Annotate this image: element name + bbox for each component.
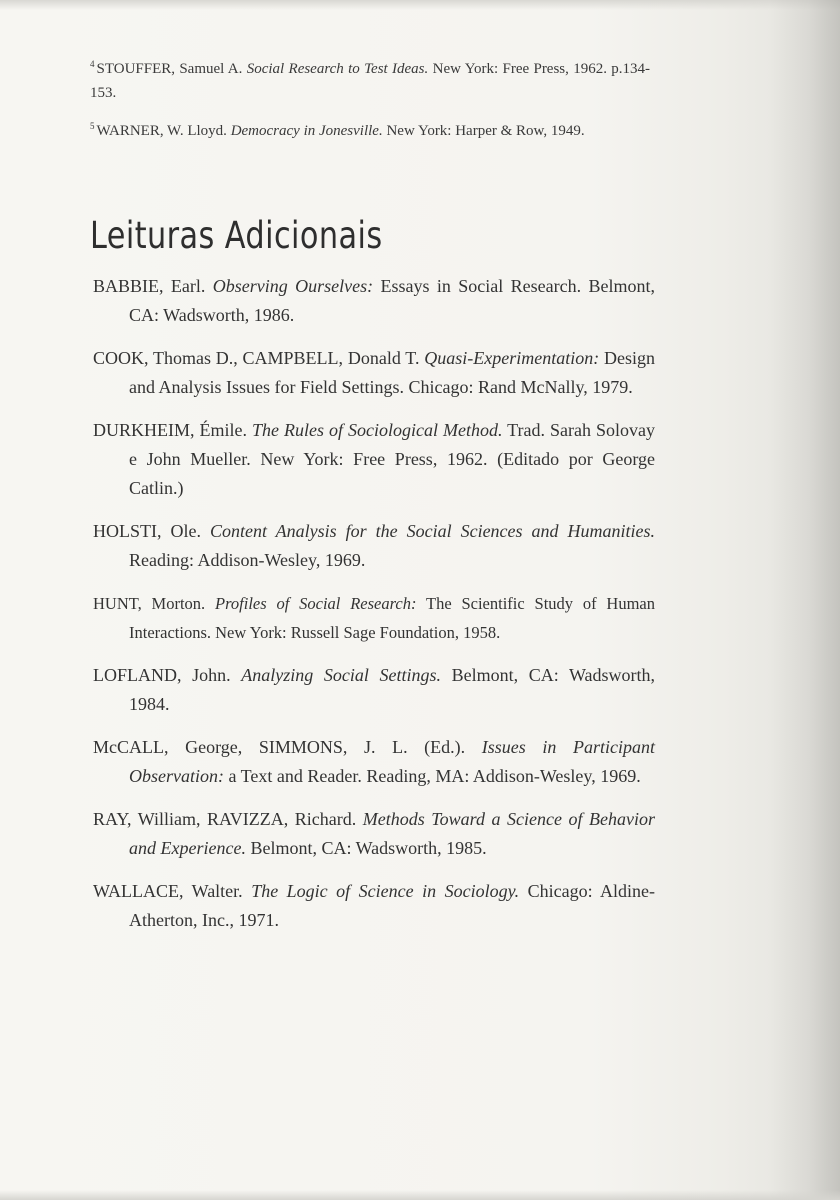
reference-title: Analyzing Social Settings. (241, 665, 441, 685)
page-bottom-edge (0, 1190, 840, 1200)
footnote-author: STOUFFER, Samuel A. (96, 61, 243, 77)
reference-entry (93, 733, 655, 791)
reference-entry (93, 416, 655, 503)
footnote-title: Social Research to Test Ideas. (246, 61, 429, 77)
reading-list (93, 272, 655, 949)
reference-title: The Rules of Sociological Method. (252, 420, 503, 440)
reference-author: WALLACE, Walter. (93, 881, 243, 901)
reference-publication: Belmont, CA: Wadsworth, 1984. (129, 665, 656, 714)
reference-publication: The Scientific Study of Human Interactions. New York: Russell Sage Foundation, 1958. (129, 594, 655, 642)
footnote-4 (90, 52, 650, 105)
reference-author: RAY, William, RAVIZZA, Richard. (93, 809, 357, 829)
page-gutter-shadow (770, 0, 840, 1200)
reference-publication: Belmont, CA: Wadsworth, 1985. (250, 838, 487, 858)
reference-entry (93, 517, 655, 575)
reference-author: BABBIE, Earl. (93, 276, 206, 296)
reference-publication: Trad. Sarah Solovay e John Mueller. New York: Free Press, 1962. (Editado por George Catlin.) (129, 420, 656, 498)
footnote-publication: New York: Free Press, 1962. p.134-153. (90, 61, 651, 101)
reference-publication: Reading: Addison-Wesley, 1969. (129, 550, 366, 570)
reference-author: DURKHEIM, Émile. (93, 420, 247, 440)
reference-entry (93, 272, 655, 330)
footnote-5 (90, 114, 650, 143)
reference-entry (93, 344, 655, 402)
reference-publication: Chicago: Aldine-Atherton, Inc., 1971. (129, 881, 656, 930)
footnote-title: Democracy in Jonesville. (230, 123, 383, 139)
reference-title: Content Analysis for the Social Sciences and Humanities. (209, 521, 656, 541)
reference-publication: a Text and Reader. Reading, MA: Addison-Wesley, 1969. (228, 766, 641, 786)
reference-entry (93, 805, 655, 863)
reference-entry (93, 589, 655, 647)
footnote-author: WARNER, W. Lloyd. (96, 123, 227, 139)
reference-title: Issues in Participant Observation: (129, 737, 655, 786)
reference-entry (93, 877, 655, 935)
page-top-edge (0, 0, 840, 10)
footnote-number: 4 (90, 59, 95, 69)
reference-title: The Logic of Science in Sociology. (251, 881, 520, 901)
reference-title: Methods Toward a Science of Behavior and Experience. (129, 809, 655, 858)
reference-author: HUNT, Morton. (93, 594, 206, 613)
reference-entry (93, 661, 655, 719)
section-heading: Leituras Adicionais (90, 214, 383, 257)
footnotes (90, 52, 650, 152)
reference-title: Quasi-Experimentation: (424, 348, 600, 368)
reference-publication: Design and Analysis Issues for Field Settings. Chicago: Rand McNally, 1979. (129, 348, 656, 397)
reference-author: COOK, Thomas D., CAMPBELL, Donald T. (93, 348, 420, 368)
reference-author: McCALL, George, SIMMONS, J. L. (Ed.). (93, 737, 466, 757)
footnote-number: 5 (90, 121, 95, 131)
reference-title: Observing Ourselves: (212, 276, 374, 296)
reference-title: Profiles of Social Research: (215, 594, 417, 613)
reference-publication: Essays in Social Research. Belmont, CA: Wadsworth, 1986. (129, 276, 656, 325)
reference-author: LOFLAND, John. (93, 665, 231, 685)
reference-author: HOLSTI, Ole. (93, 521, 201, 541)
footnote-publication: New York: Harper & Row, 1949. (386, 123, 585, 139)
